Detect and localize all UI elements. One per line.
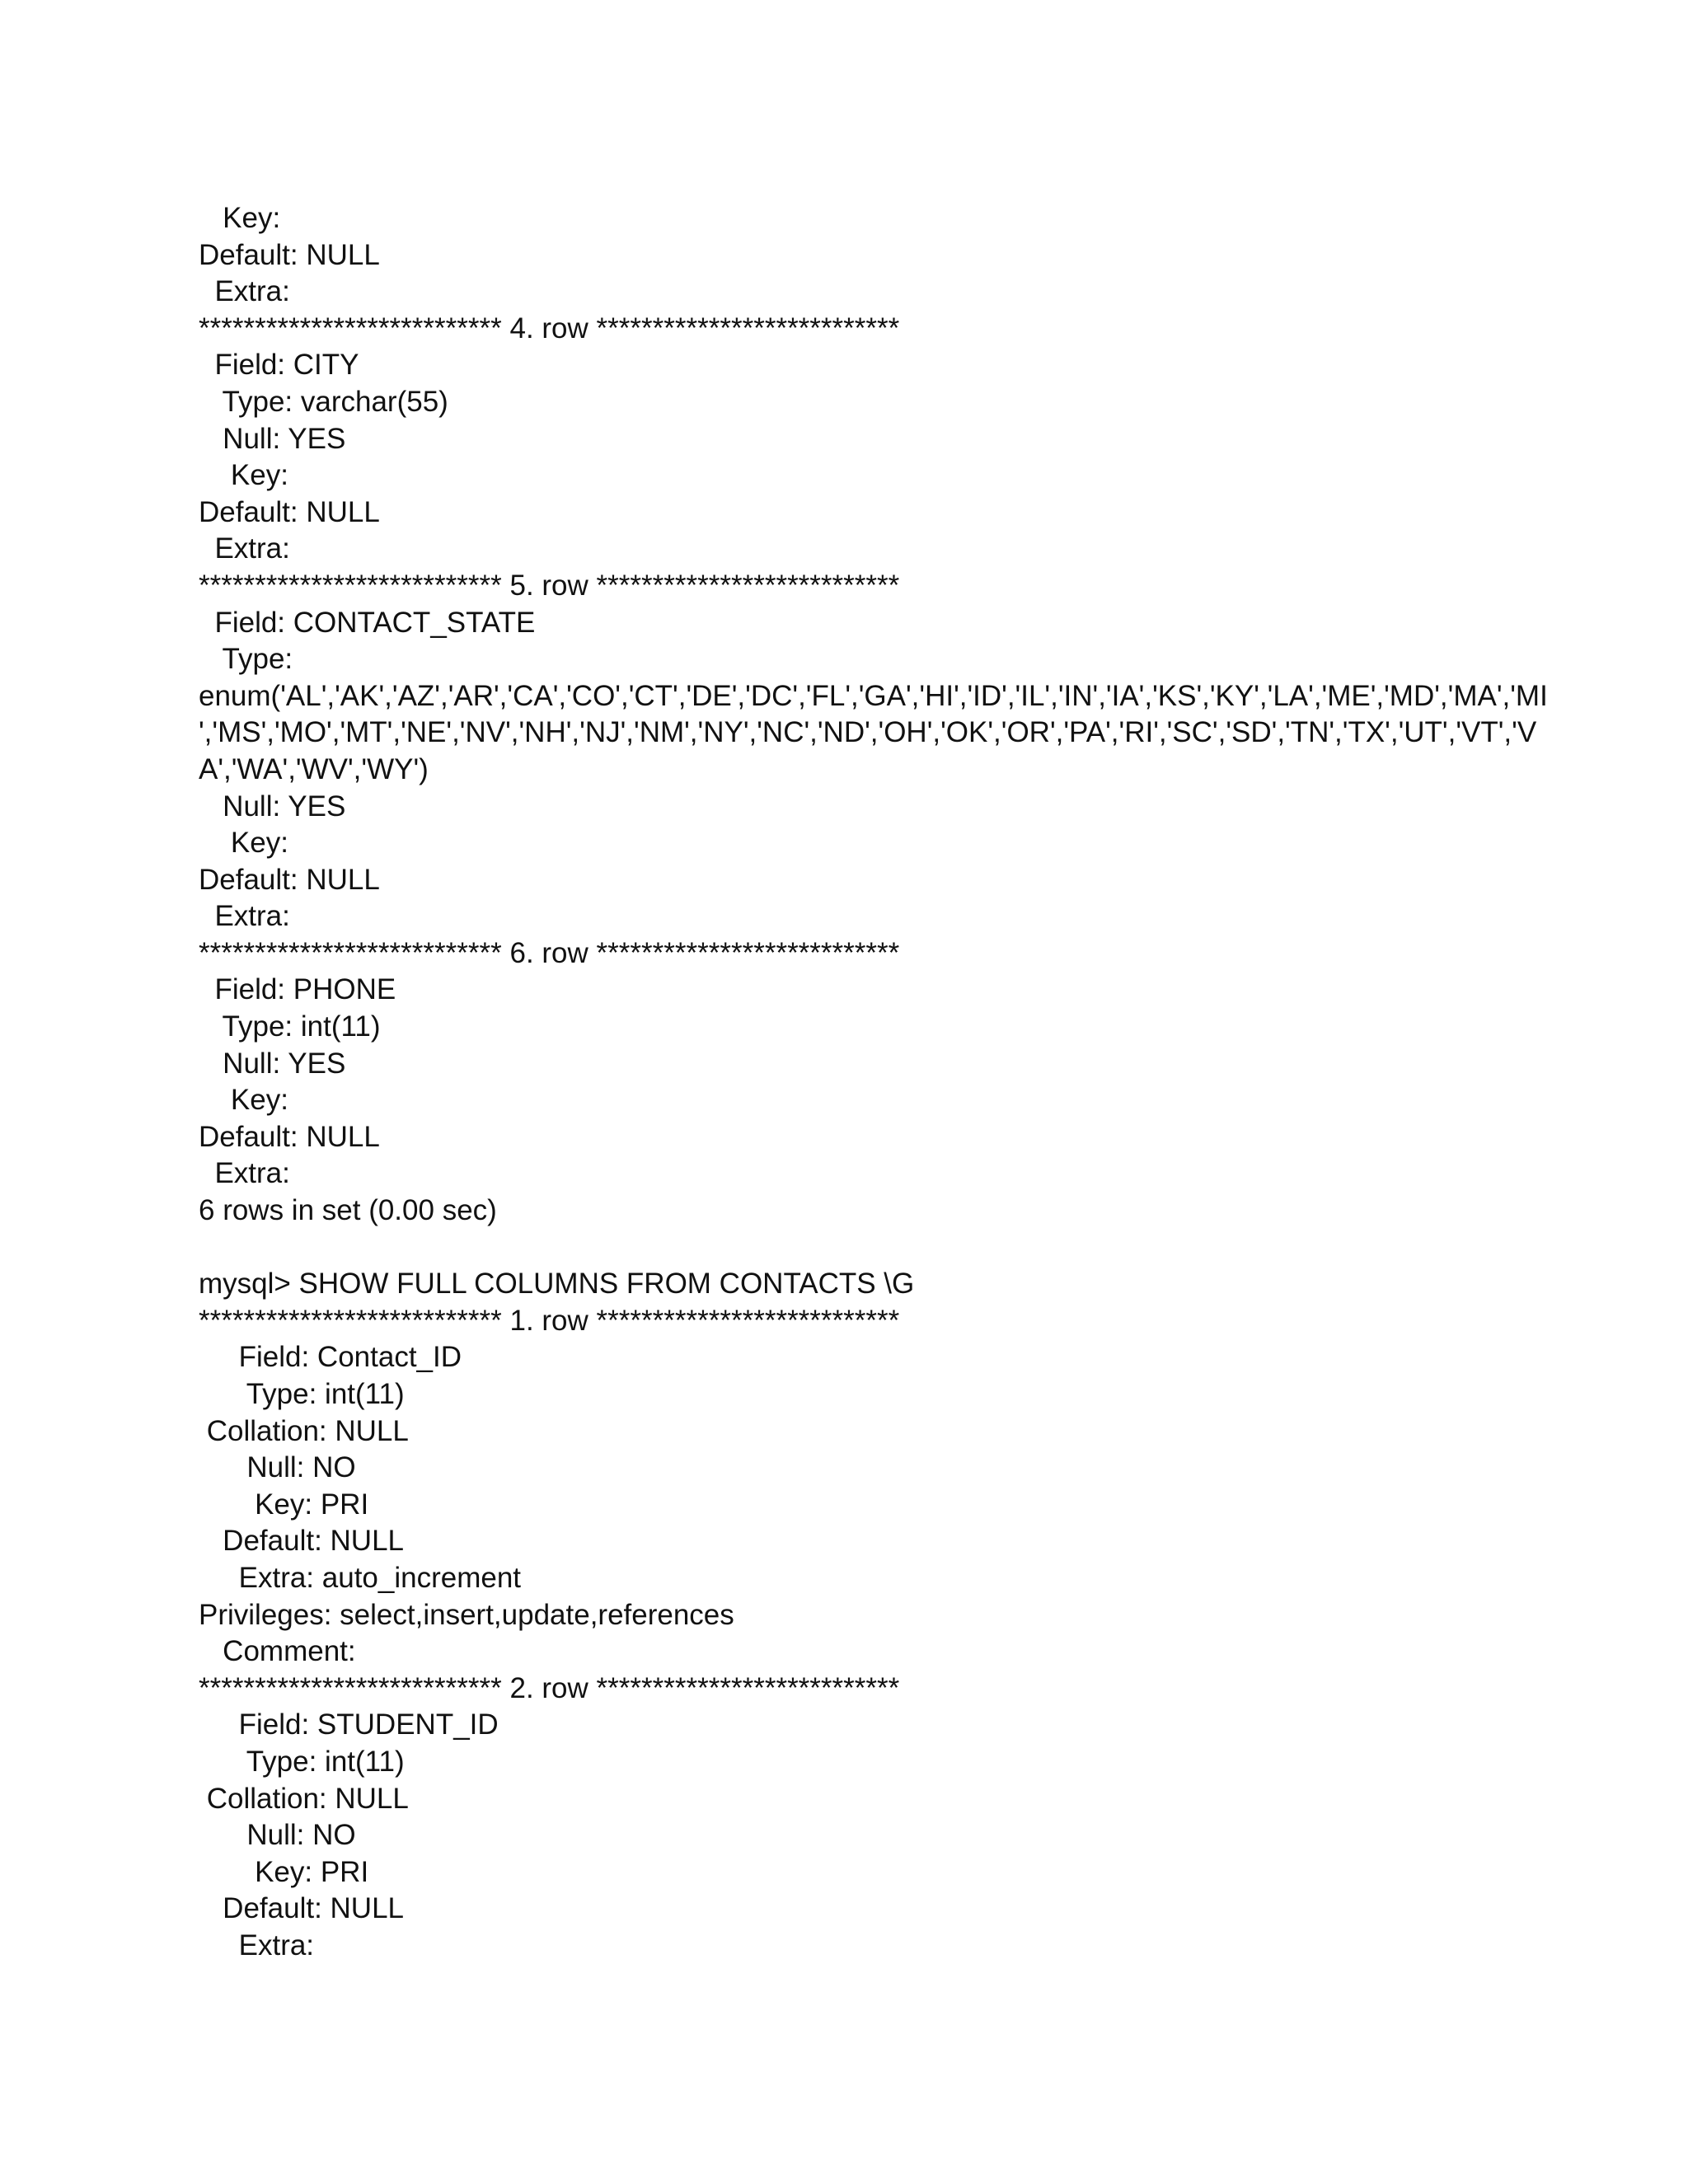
text-line: *************************** 1. row *************************** [199,1304,900,1337]
text-line: Field: PHONE [199,973,396,1006]
text-line: Privileges: select,insert,update,references [199,1598,734,1631]
text-line: enum('AL','AK','AZ','AR','CA','CO','CT','DE','DC','FL','GA','HI','ID','IL','IN','IA','KS','KY','LA','ME','MD','MA','MI [199,679,1548,712]
text-line: Default: NULL [199,1892,404,1925]
text-line: Null: NO [199,1451,356,1484]
text-line: Extra: [199,1157,290,1190]
text-line: Key: [199,459,288,492]
text-line: mysql> SHOW FULL COLUMNS FROM CONTACTS \G [199,1268,915,1301]
text-line: Default: NULL [199,1525,404,1558]
text-line: Collation: NULL [199,1782,409,1815]
text-line: Default: NULL [199,495,380,528]
text-line: Type: int(11) [199,1745,405,1778]
text-line: Field: CITY [199,349,359,382]
text-line: Key: [199,1084,288,1117]
text-line: ','MS','MO','MT','NE','NV','NH','NJ','NM','NY','NC','ND','OH','OK','OR','PA','RI','SC','SD','TN','TX','UT','VT','V [199,716,1537,749]
text-line: Default: NULL [199,1120,380,1153]
text-line: A','WA','WV','WY') [199,752,429,785]
text-line: *************************** 5. row *************************** [199,569,900,602]
text-line: Key: [199,202,281,234]
text-line: Type: [199,643,293,676]
text-line: Comment: [199,1635,356,1668]
text-line: Extra: [199,275,290,308]
text-line: Field: Contact_ID [199,1341,462,1374]
text-line: Type: int(11) [199,1010,381,1043]
text-line: *************************** 6. row *************************** [199,936,900,969]
text-line: Default: NULL [199,238,380,271]
text-line: Extra: [199,1929,315,1961]
text-line: Key: [199,827,288,860]
text-line: Type: int(11) [199,1378,405,1410]
mysql-output-text [199,200,1548,1965]
text-line: Type: varchar(55) [199,385,448,418]
text-line: Key: PRI [199,1855,369,1888]
text-line: *************************** 4. row *************************** [199,312,900,344]
text-line: Null: YES [199,1047,346,1080]
text-line: 6 rows in set (0.00 sec) [199,1194,497,1227]
text-line: Null: YES [199,790,346,823]
text-line: Null: YES [199,422,346,455]
text-line: Field: STUDENT_ID [199,1708,499,1741]
text-line: Collation: NULL [199,1414,409,1447]
text-line: Null: NO [199,1819,356,1852]
text-line: Field: CONTACT_STATE [199,606,536,639]
text-line [199,1230,1517,1267]
text-line: Extra: [199,900,290,933]
text-line: Extra: [199,532,290,565]
text-line: Default: NULL [199,863,380,896]
text-line: Extra: auto_increment [199,1561,522,1594]
text-line: Key: PRI [199,1488,369,1521]
text-line: *************************** 2. row *************************** [199,1671,900,1704]
